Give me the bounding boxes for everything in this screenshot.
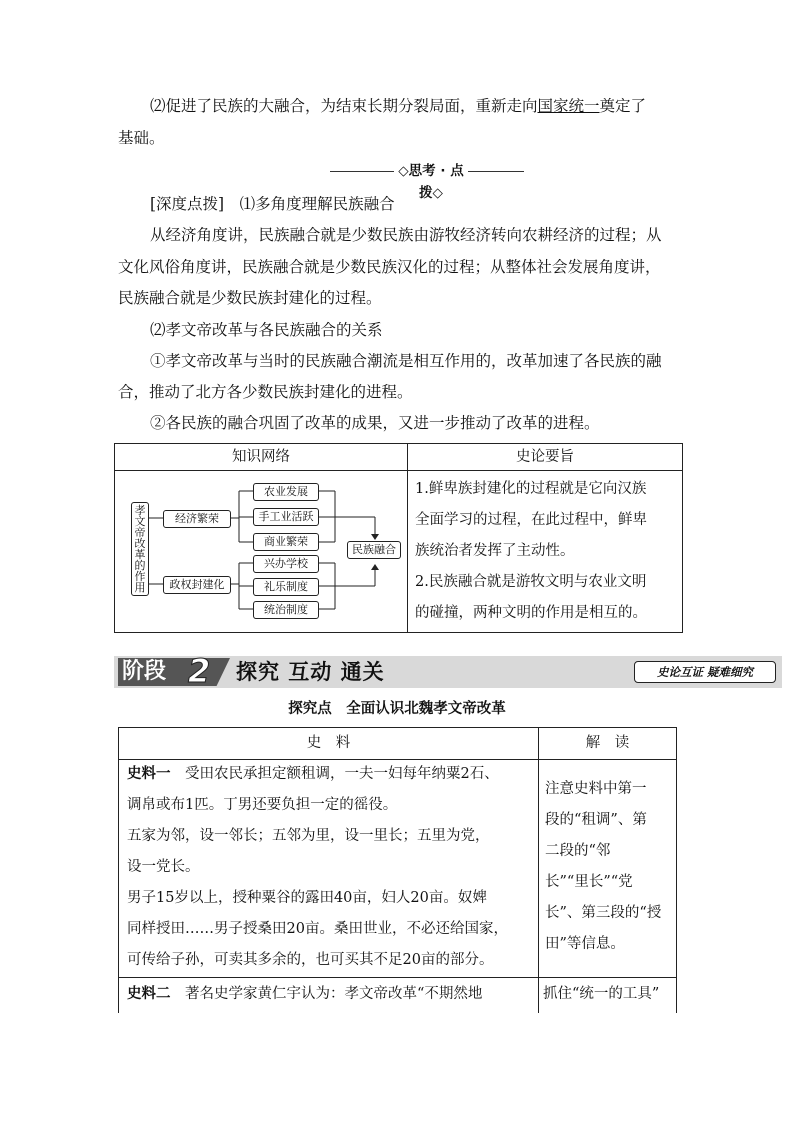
national-unity-link: 国家统一 xyxy=(537,97,600,115)
knowledge-network-header: 知识网络 xyxy=(232,449,290,465)
divider-right-line xyxy=(468,171,524,172)
interpretation-line: 段的“租调”、第 xyxy=(545,812,647,828)
source-one-line: 设一党长。 xyxy=(127,859,200,875)
historical-points-header: 史论要旨 xyxy=(516,449,574,465)
diagram-item-governance: 统治制度 xyxy=(253,601,319,619)
diagram-result-box: 民族融合 xyxy=(347,541,401,559)
diagram-item-agriculture: 农业发展 xyxy=(253,483,319,501)
point-line: 族统治者发挥了主动性。 xyxy=(415,543,575,559)
deep-item2: ②各民族的融合巩固了改革的成果，又进一步推动了改革的进程。 xyxy=(150,414,600,432)
deep-para1-line3: 民族融合就是少数民族封建化的过程。 xyxy=(118,289,382,307)
diagram-branch-feudal: 政权封建化 xyxy=(163,576,231,594)
diagram-item-handicraft: 手工业活跃 xyxy=(253,508,319,526)
interpretation-line: 田”等信息。 xyxy=(545,936,625,952)
source-one xyxy=(127,759,537,976)
diagram-item-rites: 礼乐制度 xyxy=(253,578,319,596)
intro-text-end: 奠定了 xyxy=(599,97,647,115)
divider-left-line xyxy=(330,171,394,172)
point-line: 全面学习的过程，在此过程中，鲜卑 xyxy=(415,512,647,528)
point-line: 2.民族融合就是游牧文明与农业文明 xyxy=(415,574,647,590)
deep-heading: ⑴多角度理解民族融合 xyxy=(239,195,395,213)
deep-para1-line1: 从经济角度讲，民族融合就是少数民族由游牧经济转向农耕经济的过程；从 xyxy=(150,226,662,244)
historical-points xyxy=(415,474,675,629)
section-title: 探究点 全面认识北魏孝文帝改革 xyxy=(288,701,506,717)
intro-line-2: 基础。 xyxy=(118,129,165,147)
source-two-label: 史料二 xyxy=(127,986,171,1002)
source-one-label: 史料一 xyxy=(127,766,171,782)
banner-title: 探究 互动 通关 xyxy=(236,660,385,684)
banner-tag: 史论互证 疑难细究 xyxy=(634,661,776,683)
interpretation-line: 长”、第三段的“授 xyxy=(545,905,662,921)
interpretation-two: 抓住“统一的工具” xyxy=(543,986,660,1002)
source-two xyxy=(127,979,537,1010)
diagram-item-commerce: 商业繁荣 xyxy=(253,533,319,551)
deep-para1-line2: 文化风俗角度讲，民族融合就是少数民族汉化的过程；从整体社会发展角度讲， xyxy=(118,258,661,276)
source-one-line: 受田农民承担定额租调，一夫一妇每年纳粟2石、 xyxy=(170,766,499,782)
source-header: 史 料 xyxy=(306,735,351,751)
intro-line-1 xyxy=(150,92,646,120)
source-table xyxy=(118,727,677,1013)
point-line: 1.鲜卑族封建化的过程就是它向汉族 xyxy=(415,481,647,497)
diagram-item-schools: 兴办学校 xyxy=(253,555,319,573)
interpretation-line: 二段的“邻 xyxy=(545,843,611,859)
interpretation-line: 长”“里长”“党 xyxy=(545,874,633,890)
source-one-line: 可传给子孙，可卖其多余的，也可买其不足20亩的部分。 xyxy=(127,952,494,968)
deep-heading-row xyxy=(150,190,395,218)
source-two-text: 著名史学家黄仁宇认为：孝文帝改革“不期然地 xyxy=(170,986,483,1002)
source-one-line: 男子15岁以上，授种粟谷的露田40亩，妇人20亩。奴婢 xyxy=(127,890,487,906)
interpretation-header: 解 读 xyxy=(585,735,630,751)
interpretation-one xyxy=(545,774,673,960)
interpretation-line: 注意史料中第一 xyxy=(545,781,647,797)
divider-title: ◇思考 · 点拨◇ xyxy=(398,163,464,201)
source-one-line: 同样授田……男子授桑田20亩。桑田世业，不必还给国家， xyxy=(127,921,508,937)
diagram-branch-economy: 经济繁荣 xyxy=(163,510,231,528)
stage-banner xyxy=(114,652,782,690)
stage-label: 阶段 xyxy=(122,659,167,684)
diagram-root-box: 孝文帝改革的作用 xyxy=(131,502,149,596)
stage-number: 2 xyxy=(188,652,211,690)
deep-tag: [深度点拨] xyxy=(150,195,225,213)
knowledge-table xyxy=(114,443,683,633)
deep-item1-line1: ①孝文帝改革与当时的民族融合潮流是相互作用的，改革加速了各民族的融 xyxy=(150,352,662,370)
intro-text: ⑵促进了民族的大融合，为结束长期分裂局面，重新走向 xyxy=(150,97,538,115)
source-one-line: 调帛或布1匹。丁男还要负担一定的徭役。 xyxy=(127,797,398,813)
deep-item1-line2: 合，推动了北方各少数民族封建化的进程。 xyxy=(118,383,413,401)
source-one-line: 五家为邻，设一邻长；五邻为里，设一里长；五里为党， xyxy=(127,828,490,844)
deep-heading2: ⑵孝文帝改革与各民族融合的关系 xyxy=(150,321,383,339)
point-line: 的碰撞，两种文明的作用是相互的。 xyxy=(415,605,647,621)
